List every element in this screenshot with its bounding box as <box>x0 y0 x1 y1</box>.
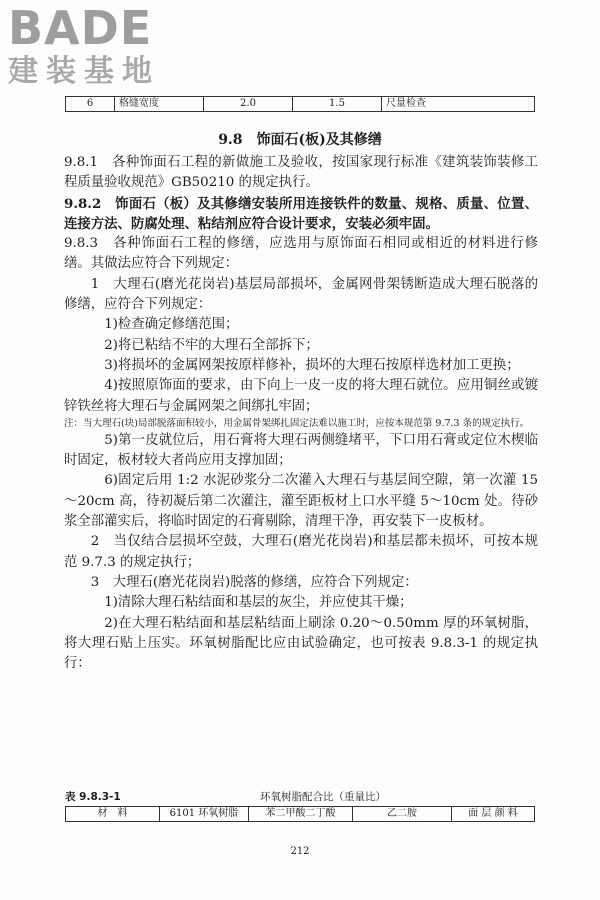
paragraph-9-8-1: 9.8.1 各种饰面石工程的新做施工及验收，按国家现行标准《建筑装饰装修工程质量验收规范》GB50210 的规定执行。 <box>64 155 538 191</box>
table-row <box>66 97 535 112</box>
table-header-cell: 6101 环氧树脂 <box>160 807 249 822</box>
table-header-cell: 苯二甲酸二丁酸 <box>249 807 353 822</box>
list-item: 3)将损坏的金属网架按原样修补，损坏的大理石按原样选材加工更换； <box>104 357 520 373</box>
table-header-cell: 乙二胺 <box>353 807 452 822</box>
list-item: 2 当仅结合层损坏空鼓，大理石(磨光花岗岩)和基层都未损坏，可按本规范 9.7.3 的规定执行； <box>64 534 538 570</box>
note: 注：当大理石(块)局部脱落面积较小，用金属骨架绑扎固定法难以施工时，应按本规范第 9.7.3 条的规定执行。 <box>64 417 530 429</box>
list-item: 6)固定后用 1:2 水泥砂浆分二次灌入大理石与基层间空隙，第一次灌 15～20cm 高，待初凝后第二次灌注，灌至距板材上口水平缝 5～10cm 处。待砂浆全部灌实后，将临时固定的石膏剔除，清理干净，再安装下一皮板材。 <box>64 473 538 530</box>
table-cell: 格缝宽度 <box>115 97 204 112</box>
list-item: 3 大理石(磨光花岗岩)脱落的修缮，应符合下列规定： <box>90 574 418 590</box>
list-item: 5)第一皮就位后，用石膏将大理石两侧缝堵平，下口用石膏或定位木楔临时固定，板材较大者尚应用支撑加固； <box>64 432 538 469</box>
bade-logo <box>8 1 208 104</box>
list-item: 2)将已粘结不牢的大理石全部拆下； <box>104 337 319 353</box>
inspection-table-fragment <box>65 96 535 112</box>
table-cell: 1.5 <box>293 97 382 112</box>
body-text <box>64 153 538 674</box>
logo-subtitle: 建装基地 <box>8 54 160 89</box>
table-header-cell: 材 料 <box>66 807 160 822</box>
list-item: 1)检查确定修缮范围； <box>104 317 239 333</box>
paragraph-9-8-2: 9.8.2 饰面石（板）及其修缮安装所用连接铁件的数量、规格、质量、位置、连接方法、防腐处理、粘结剂应符合设计要求，安装必须牢固。 <box>64 195 538 232</box>
table-cell: 2.0 <box>204 97 293 112</box>
paragraph-9-8-3: 9.8.3 各种饰面石工程的修缮，应选用与原饰面石相同或相近的材料进行修缮。其做法应符合下列规定： <box>64 236 538 272</box>
page-number: 212 <box>290 846 310 857</box>
table-header-cell: 面 层 颜 料 <box>452 807 535 822</box>
list-item: 2)在大理石粘结面和基层粘结面上刷涂 0.20～0.50mm 厚的环氧树脂，将大理石贴上压实。环氧树脂配比应由试验确定，也可按表 9.8.3-1 的规定执行： <box>64 615 538 672</box>
table-header-row <box>66 807 535 822</box>
table-label: 表 9.8.3-1 <box>65 791 121 803</box>
table-cell: 6 <box>66 97 115 112</box>
list-item: 4)按照原饰面的要求，由下向上一皮一皮的将大理石就位。应用铜丝或镀锌铁丝将大理石与金属网架之间绑扎牢固； <box>64 378 538 414</box>
logo-brand: BADE <box>8 1 153 55</box>
epoxy-ratio-table <box>65 806 535 822</box>
table-title: 环氧树脂配合比（重量比） <box>260 791 386 803</box>
list-item: 1 大理石(磨光花岗岩)基层局部损坏，金属网骨架锈断造成大理石脱落的修缮，应符合下列规定： <box>64 276 538 313</box>
section-title: 9.8 饰面石(板)及其修缮 <box>218 132 382 148</box>
list-item: 1)清除大理石粘结面和基层的灰尘，并应使其干燥； <box>104 595 413 611</box>
table-cell: 尺量检查 <box>382 97 535 112</box>
